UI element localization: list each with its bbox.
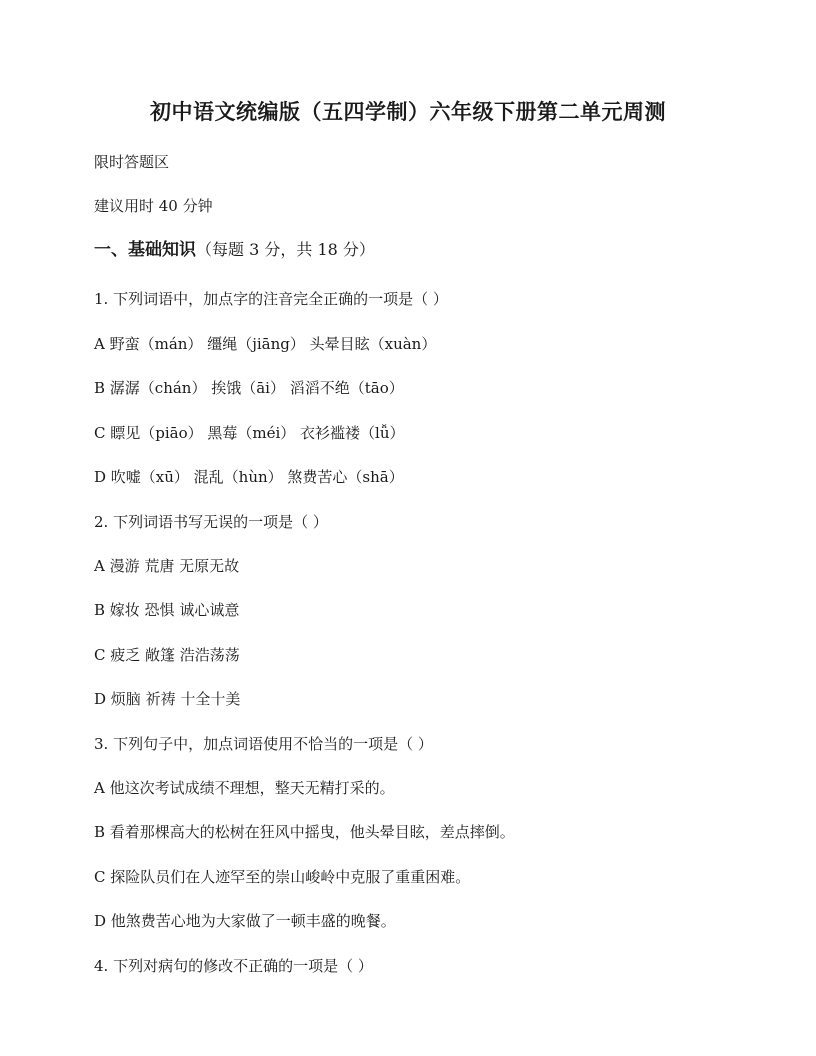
question-3-option-a: A 他这次考试成绩不理想，整天无精打采的。 xyxy=(94,779,395,797)
question-1-option-d: D 吹嘘（xū） 混乱（hùn） 煞费苦心（shā） xyxy=(94,468,404,486)
question-4-stem: 4. 下列对病句的修改不正确的一项是（ ） xyxy=(94,957,373,975)
question-2-option-b: B 嫁妆 恐惧 诚心诚意 xyxy=(94,601,240,619)
question-1-stem: 1. 下列词语中，加点字的注音完全正确的一项是（ ） xyxy=(94,290,448,308)
question-1-option-b: B 潺潺（chán） 挨饿（āi） 滔滔不绝（tāo） xyxy=(94,379,404,397)
question-2-option-c: C 疲乏 敞篷 浩浩荡荡 xyxy=(94,646,240,664)
answer-zone-label: 限时答题区 xyxy=(94,153,170,171)
section-heading xyxy=(94,240,375,260)
section-title: 一、基础知识 xyxy=(94,240,196,260)
question-3-option-d: D 他煞费苦心地为大家做了一顿丰盛的晚餐。 xyxy=(94,912,396,930)
question-3-stem: 3. 下列句子中，加点词语使用不恰当的一项是（ ） xyxy=(94,735,433,753)
question-1-option-c: C 瞟见（piāo） 黑莓（méi） 衣衫褴褛（lǚ） xyxy=(94,424,405,442)
question-3-option-c: C 探险队员们在人迹罕至的崇山峻岭中克服了重重困难。 xyxy=(94,868,471,886)
question-1-option-a: A 野蛮（mán） 缰绳（jiāng） 头晕目眩（xuàn） xyxy=(94,335,437,353)
question-2-stem: 2. 下列词语书写无误的一项是（ ） xyxy=(94,513,328,531)
question-2-option-a: A 漫游 荒唐 无原无故 xyxy=(94,557,240,575)
suggested-time: 建议用时 40 分钟 xyxy=(94,197,213,215)
question-2-option-d: D 烦脑 祈祷 十全十美 xyxy=(94,690,241,708)
page-title: 初中语文统编版（五四学制）六年级下册第二单元周测 xyxy=(150,99,666,124)
section-score-note: （每题 3 分，共 18 分） xyxy=(196,240,375,259)
question-3-option-b: B 看着那棵高大的松树在狂风中摇曳，他头晕目眩，差点摔倒。 xyxy=(94,823,515,841)
